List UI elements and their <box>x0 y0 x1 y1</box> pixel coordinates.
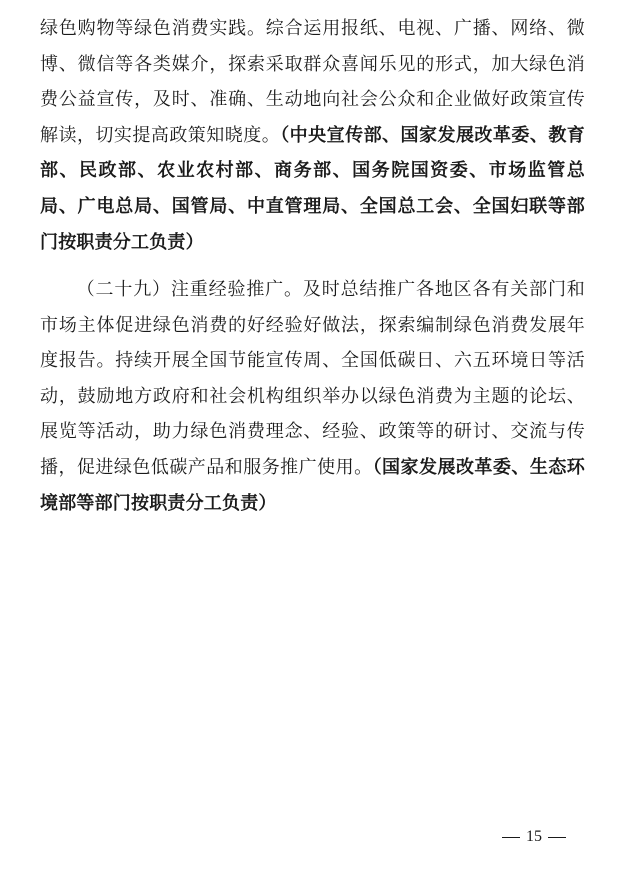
page-footer <box>0 826 626 848</box>
section-heading: （二十九）注重经验推广。 <box>76 279 303 300</box>
paragraph-experience-promotion <box>40 272 585 521</box>
page-number: 15 <box>526 828 542 845</box>
page-number-right-dash <box>548 837 566 838</box>
page-number-wrapper <box>496 826 572 848</box>
paragraph-body: 及时总结推广各地区各有关部门和市场主体促进绿色消费的好经验好做法，探索编制绿色消费发展年度报告。持续开展全国节能宣传周、全国低碳日、六五环境日等活动，鼓励地方政府和社会机构组织举办以绿色消费为主题的论坛、展览等活动，助力绿色消费理念、经验、政策等的研讨、交流与传播，促进绿色低碳产品和服务推广使用。 <box>40 279 585 478</box>
responsible-departments: （中央宣传部、国家发展改革委、教育部、民政部、农业农村部、商务部、国务院国资委、市场监管总局、广电总局、国管局、中直管理局、全国总工会、全国妇联等部门按职责分工负责） <box>40 124 585 253</box>
paragraph-green-consumption-publicity <box>40 11 585 260</box>
responsible-departments: （国家发展改革委、生态环境部等部门按职责分工负责） <box>40 456 585 514</box>
page-number-left-dash <box>502 837 520 838</box>
paragraph-body: 绿色购物等绿色消费实践。综合运用报纸、电视、广播、网络、微博、微信等各类媒介，探索采取群众喜闻乐见的形式，加大绿色消费公益宣传，及时、准确、生动地向社会公众和企业做好政策宣传解读，切实提高政策知晓度。 <box>40 18 585 146</box>
